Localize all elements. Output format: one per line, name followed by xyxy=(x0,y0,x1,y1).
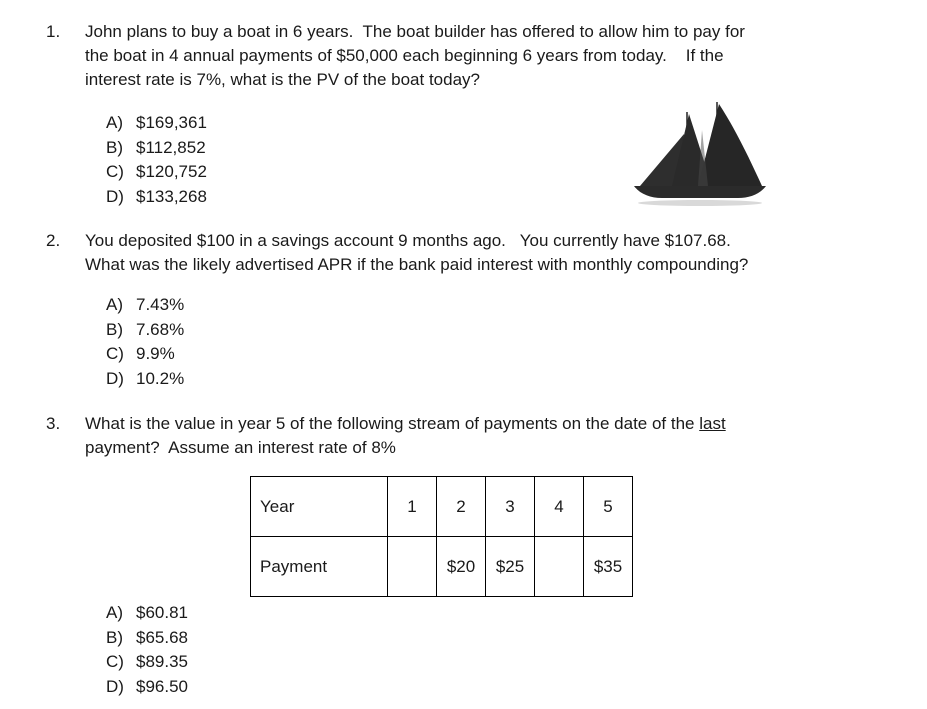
underlined-word: last xyxy=(699,414,726,433)
table-cell: 5 xyxy=(584,477,633,537)
table-row-year xyxy=(251,477,633,537)
answer-option-b: B) 7.68% xyxy=(106,319,185,339)
answer-option-d: D) $133,268 xyxy=(106,186,207,206)
answer-option-a: A) $169,361 xyxy=(106,113,207,132)
table-cell: $20 xyxy=(437,537,486,597)
answer-option-a: A) 7.43% xyxy=(106,295,185,314)
table-cell: 3 xyxy=(486,477,535,537)
table-cell: $25 xyxy=(486,537,535,597)
answer-options xyxy=(106,111,207,209)
table-cell: $35 xyxy=(584,537,633,597)
sailboat-icon xyxy=(632,100,772,208)
answer-option-b: B) $65.68 xyxy=(106,627,188,647)
question-number: 2. xyxy=(46,231,61,250)
answer-option-a: A) $60.81 xyxy=(106,603,188,622)
question-line: What was the likely advertised APR if the bank paid interest with monthly compounding? xyxy=(85,255,749,274)
answer-option-d: D) $96.50 xyxy=(106,676,188,696)
answer-option-c: C) $120,752 xyxy=(106,162,207,181)
question-line: You deposited $100 in a savings account 9 months ago. You currently have $107.68. xyxy=(85,231,731,250)
table-cell xyxy=(388,537,437,597)
table-cell: 4 xyxy=(535,477,584,537)
row-header: Payment xyxy=(251,537,388,597)
question-line: interest rate is 7%, what is the PV of the boat today? xyxy=(85,70,481,89)
answer-option-c: C) $89.35 xyxy=(106,652,188,671)
answer-options xyxy=(106,601,188,699)
answer-option-d: D) 10.2% xyxy=(106,368,185,388)
answer-option-c: C) 9.9% xyxy=(106,344,175,363)
table-row-payment xyxy=(251,537,633,597)
question-text xyxy=(85,412,845,460)
table-cell: 1 xyxy=(388,477,437,537)
question-number: 3. xyxy=(46,414,61,433)
table-cell: 2 xyxy=(437,477,486,537)
question-line: the boat in 4 annual payments of $50,000 each beginning 6 years from today. If the xyxy=(85,46,724,65)
answer-options xyxy=(106,293,184,391)
question-number: 1. xyxy=(46,22,61,41)
table-cell xyxy=(535,537,584,597)
question-line: What is the value in year 5 of the following stream of payments on the date of the last xyxy=(85,414,726,433)
question-text xyxy=(85,229,845,277)
row-header: Year xyxy=(251,477,388,537)
payment-table xyxy=(250,476,633,597)
question-text xyxy=(85,20,845,92)
answer-option-b: B) $112,852 xyxy=(106,137,206,157)
question-line: payment? Assume an interest rate of 8% xyxy=(85,438,396,457)
question-line: John plans to buy a boat in 6 years. The boat builder has offered to allow him to pay for xyxy=(85,22,745,41)
